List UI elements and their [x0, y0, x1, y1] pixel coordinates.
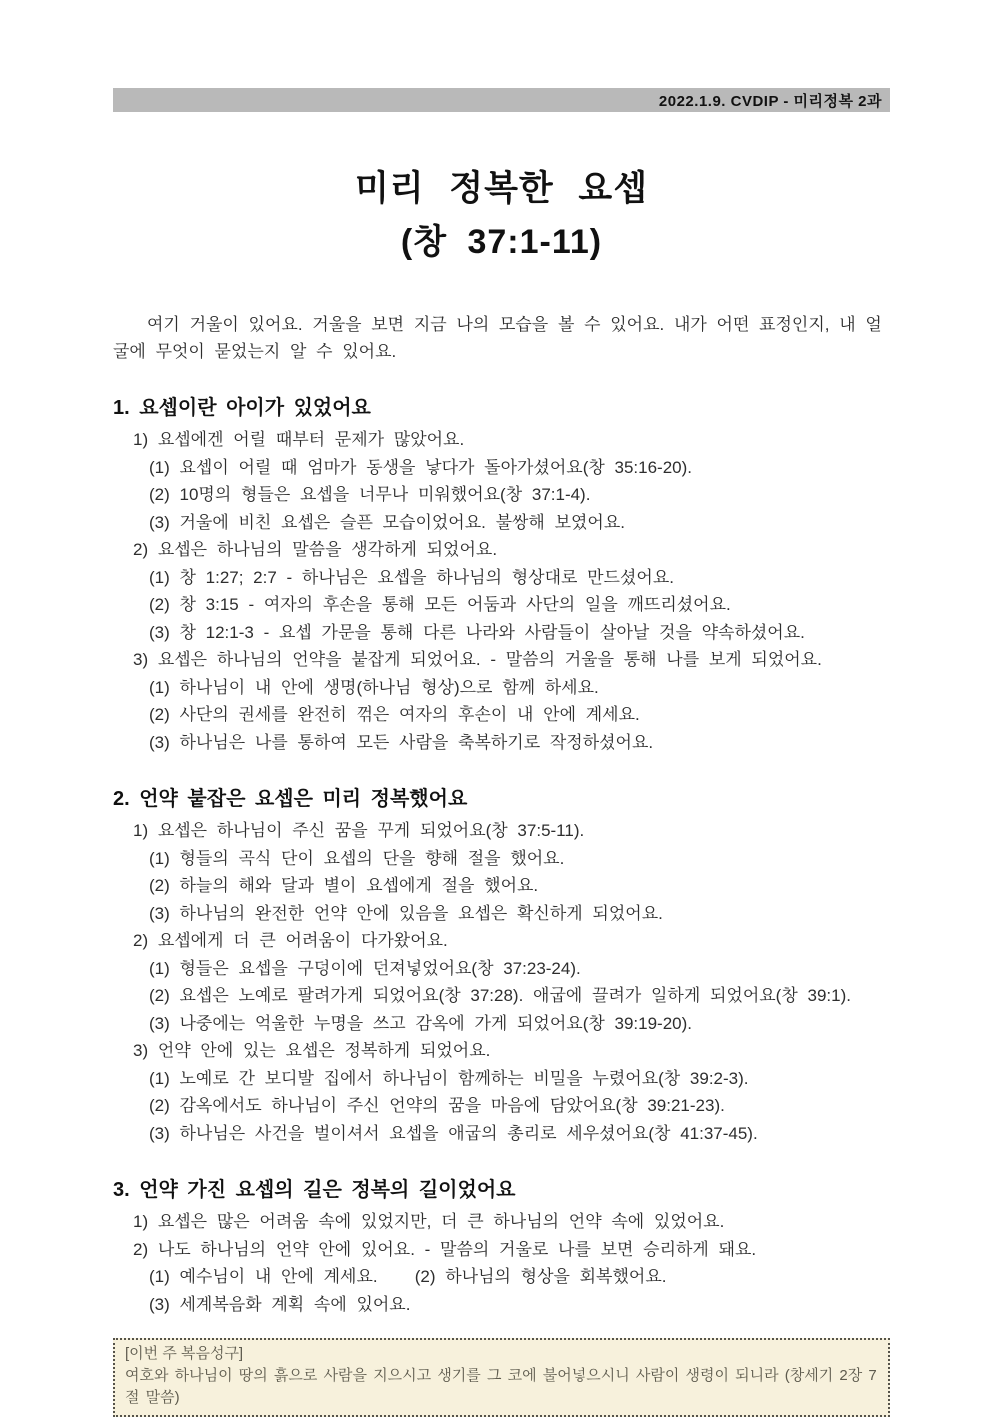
list-item: 3) 언약 안에 있는 요셉은 정복하게 되었어요.	[133, 1041, 491, 1060]
list-item: (2) 10명의 형들은 요셉을 너무나 미워했어요(창 37:1-4).	[149, 485, 591, 504]
list-item: (3) 거울에 비친 요셉은 슬픈 모습이었어요. 불쌍해 보였어요.	[149, 512, 625, 532]
intro-paragraph: 여기 거울이 있어요. 거울을 보면 지금 나의 모습을 볼 수 있어요. 내가 어떤 표정인지, 내 얼굴에 무엇이 묻었는지 알 수 있어요.	[113, 315, 882, 361]
list-item: (3) 하나님은 나를 통하여 모든 사람을 축복하기로 작정하셨어요.	[149, 732, 654, 752]
title-block	[113, 168, 890, 263]
list-item: 1) 요셉에겐 어릴 때부터 문제가 많았어요.	[133, 430, 465, 449]
section-2	[113, 786, 890, 1147]
list-item: (1) 노예로 간 보디발 집에서 하나님이 함께하는 비밀을 누렸어요(창 39:2-3).	[149, 1068, 749, 1088]
list-item: (2) 감옥에서도 하나님이 주신 언약의 꿈을 마음에 담았어요(창 39:21-23).	[149, 1096, 725, 1115]
page-subtitle: (창 37:1-11)	[400, 223, 603, 261]
list-item: (2) 하늘의 해와 달과 별이 요셉에게 절을 했어요.	[149, 876, 539, 895]
document-header-bar	[113, 88, 890, 112]
verse-text: 여호와 하나님이 땅의 흙으로 사람을 지으시고 생기를 그 코에 불어넣으시니 사람이 생령이 되니라 (창세기 2장 7절 말씀)	[125, 1367, 877, 1406]
header-date-label: 2022.1.9. CVDIP - 미리정복 2과	[658, 92, 882, 110]
section-heading: 1. 요셉이란 아이가 있었어요	[113, 397, 371, 419]
list-item: 2) 요셉은 하나님의 말씀을 생각하게 되었어요.	[133, 540, 498, 559]
list-item: (3) 하나님은 사건을 벌이셔서 요셉을 애굽의 총리로 세우셨어요(창 41:37-45).	[149, 1123, 758, 1143]
list-item: (1) 형들의 곡식 단이 요셉의 단을 향해 절을 했어요.	[149, 848, 565, 868]
list-item: (1) 예수님이 내 안에 계세요.	[149, 1267, 378, 1286]
list-item: (1) 창 1:27; 2:7 - 하나님은 요셉을 하나님의 형상대로 만드셨어요.	[149, 567, 674, 587]
section-3	[113, 1177, 890, 1318]
list-item: (3) 나중에는 억울한 누명을 쓰고 감옥에 가게 되었어요(창 39:19-20).	[149, 1013, 693, 1033]
list-item: 1) 요셉은 하나님이 주신 꿈을 꾸게 되었어요(창 37:5-11).	[133, 821, 585, 840]
section-heading: 3. 언약 가진 요셉의 길은 정복의 길이었어요	[113, 1179, 516, 1201]
verse-box	[113, 1338, 890, 1417]
list-item: (1) 하나님이 내 안에 생명(하나님 형상)으로 함께 하세요.	[149, 677, 599, 697]
list-item: 1) 요셉은 많은 어려움 속에 있었지만, 더 큰 하나님의 언약 속에 있었어요.	[133, 1212, 725, 1231]
list-item: (3) 창 12:1-3 - 요셉 가문을 통해 다른 나라와 사람들이 살아날 것을 약속하셨어요.	[149, 622, 805, 642]
list-item: (3) 하나님의 완전한 언약 안에 있음을 요셉은 확신하게 되었어요.	[149, 903, 663, 923]
section-1	[113, 395, 890, 756]
list-item: 2) 나도 하나님의 언약 안에 있어요. - 말씀의 거울로 나를 보면 승리하게 돼요.	[133, 1239, 757, 1259]
list-item: 3) 요셉은 하나님의 언약을 붙잡게 되었어요. - 말씀의 거울을 통해 나를 보게 되었어요.	[133, 650, 822, 669]
list-item: 2) 요셉에게 더 큰 어려움이 다가왔어요.	[133, 931, 448, 950]
list-item: (2) 창 3:15 - 여자의 후손을 통해 모든 어둠과 사단의 일을 깨뜨리셨어요.	[149, 595, 731, 614]
page-title: 미리 정복한 요셉	[354, 169, 649, 208]
list-item: (2) 하나님의 형상을 회복했어요.	[414, 1267, 667, 1286]
list-item: (2) 요셉은 노예로 팔려가게 되었어요(창 37:28). 애굽에 끌려가 일하게 되었어요(창 39:1).	[149, 986, 851, 1005]
list-item: (3) 세계복음화 계획 속에 있어요.	[149, 1294, 411, 1314]
verse-label: [이번 주 복음성구]	[125, 1345, 244, 1362]
list-item-row	[113, 1263, 890, 1291]
section-heading: 2. 언약 붙잡은 요셉은 미리 정복했어요	[113, 788, 468, 810]
list-item: (1) 형들은 요셉을 구덩이에 던져넣었어요(창 37:23-24).	[149, 958, 581, 978]
list-item: (1) 요셉이 어릴 때 엄마가 동생을 낳다가 돌아가셨어요(창 35:16-20).	[149, 457, 693, 477]
list-item: (2) 사단의 권세를 완전히 꺾은 여자의 후손이 내 안에 계세요.	[149, 705, 640, 724]
